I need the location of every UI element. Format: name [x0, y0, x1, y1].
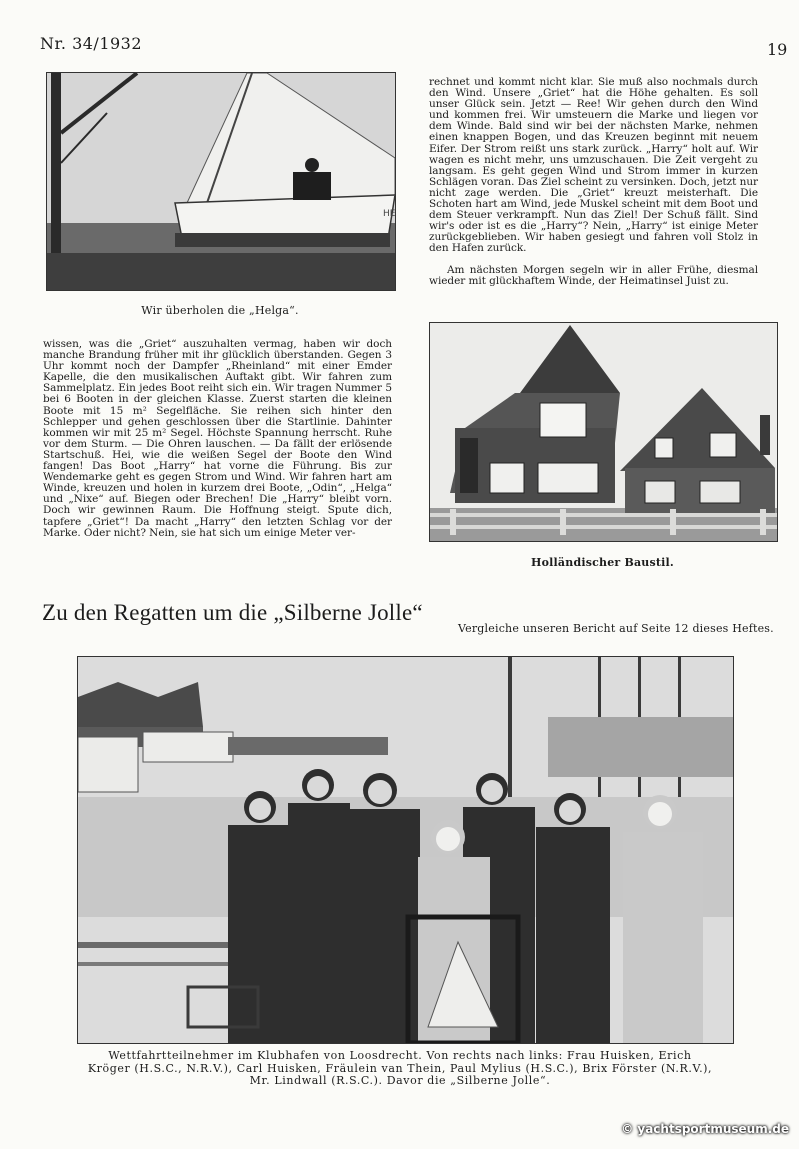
left-column-text: [43, 339, 392, 539]
caption-line-2: Kröger (H.S.C., N.R.V.), Carl Huisken, Fräulein van Thein, Paul Mylius (H.S.C.), Brix Förster (N.R.V.),: [87, 1061, 713, 1075]
section-note: Vergleiche unseren Bericht auf Seite 12 dieses Heftes.: [458, 622, 774, 635]
watermark: © yachtsportmuseum.de: [621, 1122, 789, 1136]
caption-line-3: Mr. Lindwall (R.S.C.). Davor die „Silberne Jolle“.: [249, 1074, 551, 1087]
caption-line-1: Wettfahrtteilnehmer im Klubhafen von Loosdrecht. Von rechts nach links: Frau Huisken, Erich: [108, 1049, 692, 1062]
page-number: 19: [767, 40, 788, 59]
group-illustration: [78, 657, 733, 1043]
section-title: Zu den Regatten um die „Silberne Jolle“: [42, 600, 423, 625]
issue-number: Nr. 34/1932: [40, 34, 143, 53]
right-column-text: [429, 77, 758, 287]
houses-illustration: [430, 323, 777, 541]
group-photo: [77, 656, 734, 1044]
left-paragraph-1: wissen, was die „Griet“ auszuhalten vermag, haben wir doch manche Brandung früher mit ihr glücklich überstanden. Gegen 3 Uhr kommt noch der Dampfer „Rheinland“ mit einer Emder Kapelle, die den musikalischen Auftakt gibt. Wir fahren zum Sammelplatz. Ein jedes Boot reiht sich ein. Wir tragen Nummer 5 bei 6 Booten in der gleichen Klasse. Zuerst starten die kleinen Boote mit 15 m² Segelfläche. Sie reihen sich hinter den Schlepper und gehen geschlossen über die Startlinie. Dahinter kommen wir mit 25 m² Segel. Höchste Spannung herrscht. Ruhe vor dem Sturm. — Die Ohren lauschen. — Da fällt der erlösende Startschuß. Hei, wie die weißen Segel der Boote den Wind fangen! Das Boot „Harry“ hat vorne die Führung. Bis zur Wendemarke geht es gegen Strom und Wind. Wir fahren hart am Winde, kreuzen und holen in kurzem drei Boote, „Odin“, „Helga“ und „Nixe“ auf. Biegen oder Brechen! Die „Harry“ bleibt vorn. Doch wir gewinnen Raum. Die Hoffnung steigt. Spute dich, tapfere „Griet“! Da macht „Harry“ den letzten Schlag vor der Marke. Oder nicht? Nein, sie hat sich um einige Meter ver-: [43, 338, 392, 539]
photo2-caption: Holländischer Baustil.: [531, 556, 674, 569]
group-photo-caption: [50, 1050, 750, 1088]
sailboat-illustration: [47, 73, 395, 290]
sailboat-photo: [46, 72, 396, 291]
photo1-caption: Wir überholen die „Helga“.: [141, 304, 299, 317]
sail-number: HE: [383, 209, 395, 219]
right-paragraph-2: Am nächsten Morgen segeln wir in aller Frühe, diesmal wieder mit glückhaftem Winde, der Heimatinsel Juist zu.: [429, 263, 758, 287]
dutch-houses-photo: [429, 322, 778, 542]
right-paragraph-1: rechnet und kommt nicht klar. Sie muß also nochmals durch den Wind. Unsere „Griet“ hat die Höhe gehalten. Es soll unser Glück sein. Jetzt — Ree! Wir gehen durch den Wind und kommen frei. Wir umsteuern die Marke und liegen vor dem Winde. Bald sind wir bei der nächsten Marke, nehmen einen knappen Bogen, und das Kreuzen beginnt mit neuem Eifer. Der Strom reißt uns stark zurück. „Harry“ holt auf. Wir wagen es nicht mehr, uns umzuschauen. Die Zeit vergeht zu langsam. Es geht gegen Wind und Strom immer in kurzen Schlägen voran. Das Ziel scheint zu versinken. Doch, jetzt nur nicht zage werden. Die „Griet“ kreuzt meisterhaft. Die Schoten hart am Wind, jede Muskel scheint mit dem Boot und dem Steuer verkrampft. Nun das Ziel! Der Schuß fällt. Sind wir's oder ist es die „Harry“? Nein, „Harry“ ist einige Meter zurückgeblieben. Wir haben gesiegt und fahren voll Stolz in den Hafen zurück.: [429, 76, 758, 255]
